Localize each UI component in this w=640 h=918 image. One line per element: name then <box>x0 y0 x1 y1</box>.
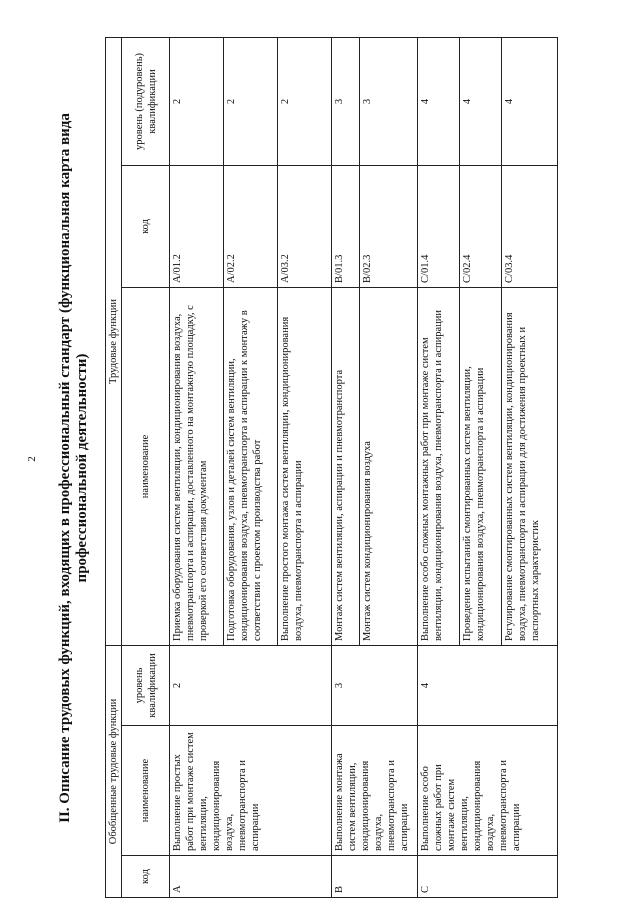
function-level: 2 <box>224 37 278 165</box>
group-level: 2 <box>170 645 332 725</box>
function-name: Монтаж систем вентиляции, аспирации и пневмотранспорта <box>332 287 360 645</box>
function-code: C/03.4 <box>502 165 558 287</box>
header-labor-name: наименование <box>122 287 170 645</box>
table-row <box>418 37 460 897</box>
function-code: B/02.3 <box>360 165 418 287</box>
header-level: уровень квалификации <box>122 645 170 725</box>
function-name: Монтаж систем кондиционирования воздуха <box>360 287 418 645</box>
group-name: Выполнение монтажа систем вентиляции, кондиционирования воздуха, пневмотранспорта и аспирации <box>332 726 418 856</box>
header-labor-code: код <box>122 165 170 287</box>
function-name: Выполнение особо сложных монтажных работ при монтаже систем вентиляции, кондиционирования воздуха, пневмотранспорта и аспирации <box>418 287 460 645</box>
function-level: 4 <box>418 37 460 165</box>
group-level: 3 <box>332 645 418 725</box>
group-code: B <box>332 856 418 898</box>
function-code: A/03.2 <box>278 165 332 287</box>
group-name: Выполнение особо сложных работ при монтаже систем вентиляции, кондиционирования воздуха, пневмотранспорта и аспирации <box>418 726 558 856</box>
table-row <box>170 37 224 897</box>
page-number: 2 <box>26 456 38 462</box>
group-level: 4 <box>418 645 558 725</box>
rotated-content <box>55 38 615 898</box>
group-code: C <box>418 856 558 898</box>
group-name: Выполнение простых работ при монтаже систем вентиляции, кондиционирования воздуха, пневмотранспорта и аспирации <box>170 726 332 856</box>
function-code: B/01.3 <box>332 165 360 287</box>
function-name: Проведение испытаний смонтированных систем вентиляции, кондиционирования воздуха, пневмотранспорта и аспирации <box>460 287 502 645</box>
function-level: 2 <box>170 37 224 165</box>
header-name: наименование <box>122 726 170 856</box>
header-sublevel: уровень (подуровень) квалификации <box>122 37 170 165</box>
function-code: C/01.4 <box>418 165 460 287</box>
title-block <box>55 38 107 898</box>
function-code: A/01.2 <box>170 165 224 287</box>
header-labor: Трудовые функции <box>106 37 122 645</box>
function-code: C/02.4 <box>460 165 502 287</box>
header-generalized: Обобщенные трудовые функции <box>106 645 122 897</box>
section-title: II. Описание трудовых функций, входящих в профессиональный стандарт (функциональная карта вида <box>57 113 73 823</box>
function-level: 4 <box>460 37 502 165</box>
function-name: Подготовка оборудования, узлов и деталей систем вентиляции, кондиционирования воздуха, пневмотранспорта и аспирации к монтажу в соответствии с проектом производства работ <box>224 287 278 645</box>
function-name: Приемка оборудования систем вентиляции, кондиционирования воздуха, пневмотранспорта и аспирации, доставленного на монтажную площадку, с проверкой его соответствия документам <box>170 287 224 645</box>
group-code: A <box>170 856 332 898</box>
function-name: Выполнение простого монтажа систем вентиляции, кондиционирования воздуха, пневмотранспорта и аспирации <box>278 287 332 645</box>
function-name: Регулирование смонтированных систем вентиляции, кондиционирования воздуха, пневмотранспорта и аспирации для достижения проектных и паспортных характеристик <box>502 287 558 645</box>
function-level: 2 <box>278 37 332 165</box>
functional-map-table <box>105 37 558 898</box>
table-row <box>332 37 360 897</box>
function-code: A/02.2 <box>224 165 278 287</box>
section-title-continued: профессиональной деятельности) <box>74 353 90 583</box>
function-level: 4 <box>502 37 558 165</box>
function-level: 3 <box>332 37 360 165</box>
header-code: код <box>122 856 170 898</box>
function-level: 3 <box>360 37 418 165</box>
